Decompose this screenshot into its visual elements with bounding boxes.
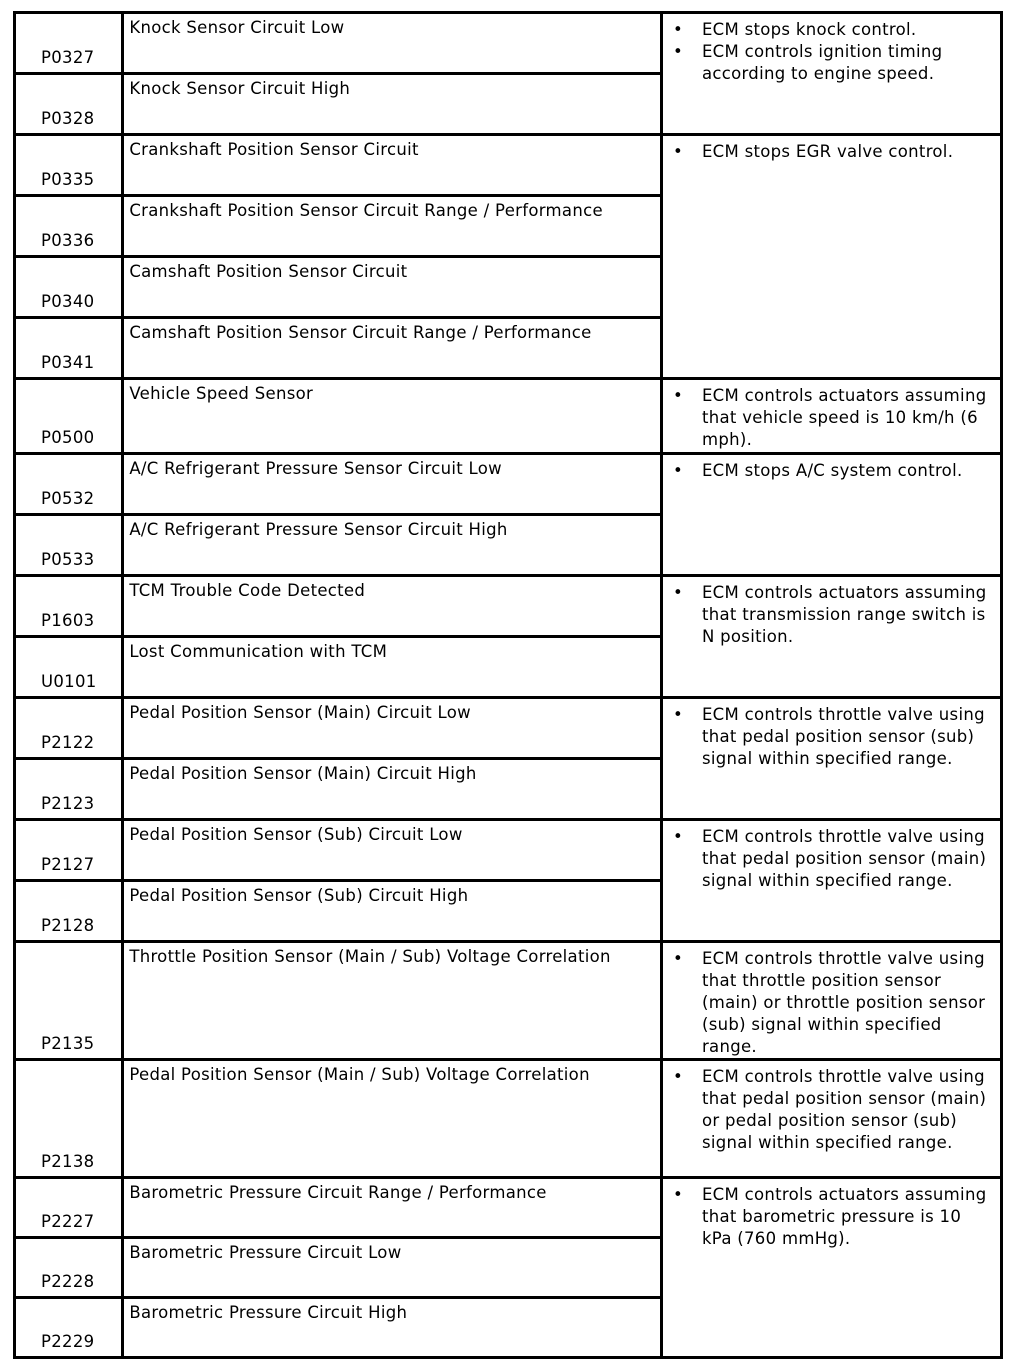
dtc-code: P2128	[41, 916, 95, 935]
fail-safe-cell	[661, 13, 1001, 135]
table-row	[15, 1178, 1002, 1238]
dtc-description: Vehicle Speed Sensor	[129, 384, 314, 403]
table-row	[15, 379, 1002, 454]
fail-safe-list	[663, 943, 1000, 1058]
fail-safe-list	[663, 14, 1000, 85]
dtc-code: P1603	[41, 611, 95, 630]
fail-safe-cell	[661, 576, 1001, 698]
fail-safe-cell	[661, 942, 1001, 1060]
dtc-description-cell	[123, 820, 662, 881]
fail-safe-item: • ECM controls throttle valve using that pedal position sensor (main) or pedal position sensor (sub) signal within specified range.	[673, 1066, 996, 1154]
dtc-code: U0101	[41, 672, 97, 691]
dtc-description: Pedal Position Sensor (Main / Sub) Voltage Correlation	[129, 1065, 590, 1084]
dtc-code-cell	[15, 942, 123, 1060]
dtc-code-cell	[15, 515, 123, 576]
fail-safe-cell	[661, 820, 1001, 942]
dtc-description: Camshaft Position Sensor Circuit Range / Performance	[129, 323, 592, 342]
dtc-code-cell	[15, 820, 123, 881]
dtc-code-cell	[15, 257, 123, 318]
fail-safe-list	[663, 380, 1000, 451]
dtc-code-cell	[15, 454, 123, 515]
table-row	[15, 820, 1002, 881]
dtc-code: P0328	[41, 109, 95, 128]
fail-safe-cell	[661, 135, 1001, 379]
dtc-table-body	[15, 13, 1002, 1358]
dtc-code: P0533	[41, 550, 95, 569]
fail-safe-list	[663, 455, 1000, 482]
dtc-description-cell	[123, 318, 662, 379]
dtc-code: P2138	[41, 1152, 95, 1171]
dtc-description: Knock Sensor Circuit Low	[129, 18, 345, 37]
dtc-code-cell	[15, 135, 123, 196]
dtc-description-cell	[123, 576, 662, 637]
fail-safe-item: • ECM controls throttle valve using that pedal position sensor (main) signal within specified range.	[673, 826, 996, 892]
dtc-code: P2135	[41, 1034, 95, 1053]
fail-safe-item: • ECM controls actuators assuming that barometric pressure is 10 kPa (760 mmHg).	[673, 1184, 996, 1250]
dtc-description-cell	[123, 1178, 662, 1238]
fail-safe-cell	[661, 698, 1001, 820]
dtc-code: P2229	[41, 1332, 95, 1351]
dtc-code-cell	[15, 698, 123, 759]
dtc-description-cell	[123, 379, 662, 454]
table-row	[15, 13, 1002, 74]
fail-safe-item: • ECM controls throttle valve using that throttle position sensor (main) or throttle position sensor (sub) signal within specified range.	[673, 948, 996, 1058]
dtc-code: P0327	[41, 48, 95, 67]
fail-safe-list	[663, 1061, 1000, 1154]
dtc-code-cell	[15, 881, 123, 942]
dtc-description-cell	[123, 135, 662, 196]
table-row	[15, 576, 1002, 637]
dtc-description-cell	[123, 1060, 662, 1178]
dtc-description-cell	[123, 881, 662, 942]
dtc-code: P0500	[41, 428, 95, 447]
dtc-description-cell	[123, 759, 662, 820]
dtc-description: Pedal Position Sensor (Sub) Circuit Low	[129, 825, 463, 844]
fail-safe-item: • ECM stops EGR valve control.	[673, 141, 996, 163]
dtc-code-cell	[15, 637, 123, 698]
table-row	[15, 135, 1002, 196]
dtc-description: Pedal Position Sensor (Main) Circuit Low	[129, 703, 471, 722]
dtc-description: Lost Communication with TCM	[129, 642, 388, 661]
dtc-code: P0532	[41, 489, 95, 508]
dtc-description-cell	[123, 515, 662, 576]
dtc-description: Barometric Pressure Circuit Range / Performance	[129, 1183, 547, 1202]
dtc-code-cell	[15, 379, 123, 454]
dtc-description: A/C Refrigerant Pressure Sensor Circuit High	[129, 520, 508, 539]
dtc-code: P2122	[41, 733, 95, 752]
dtc-code-cell	[15, 759, 123, 820]
fail-safe-cell	[661, 1178, 1001, 1358]
fail-safe-item: • ECM stops knock control.	[673, 19, 996, 41]
fail-safe-cell	[661, 454, 1001, 576]
fail-safe-list	[663, 136, 1000, 163]
dtc-fail-safe-table	[13, 11, 1003, 1359]
dtc-code: P2127	[41, 855, 95, 874]
dtc-code-cell	[15, 576, 123, 637]
dtc-code-cell	[15, 13, 123, 74]
dtc-description: A/C Refrigerant Pressure Sensor Circuit Low	[129, 459, 502, 478]
dtc-description: Pedal Position Sensor (Main) Circuit High	[129, 764, 477, 783]
dtc-description-cell	[123, 454, 662, 515]
dtc-description-cell	[123, 196, 662, 257]
dtc-code: P2123	[41, 794, 95, 813]
dtc-code: P0340	[41, 292, 95, 311]
fail-safe-item: • ECM controls ignition timing according to engine speed.	[673, 41, 996, 85]
dtc-code-cell	[15, 318, 123, 379]
fail-safe-list	[663, 699, 1000, 770]
table-row	[15, 942, 1002, 1060]
dtc-code: P2228	[41, 1272, 95, 1291]
fail-safe-list	[663, 1179, 1000, 1250]
dtc-description-cell	[123, 637, 662, 698]
dtc-code: P0335	[41, 170, 95, 189]
dtc-code-cell	[15, 74, 123, 135]
dtc-code-cell	[15, 1060, 123, 1178]
dtc-description: TCM Trouble Code Detected	[129, 581, 366, 600]
dtc-code-cell	[15, 196, 123, 257]
dtc-code: P0341	[41, 353, 95, 372]
dtc-description: Pedal Position Sensor (Sub) Circuit High	[129, 886, 469, 905]
dtc-description-cell	[123, 257, 662, 318]
dtc-description: Camshaft Position Sensor Circuit	[129, 262, 408, 281]
table-row	[15, 1060, 1002, 1178]
dtc-description: Throttle Position Sensor (Main / Sub) Voltage Correlation	[129, 947, 611, 966]
dtc-code-cell	[15, 1238, 123, 1298]
fail-safe-cell	[661, 379, 1001, 454]
dtc-description: Crankshaft Position Sensor Circuit Range / Performance	[129, 201, 603, 220]
dtc-description-cell	[123, 1298, 662, 1358]
fail-safe-list	[663, 821, 1000, 892]
fail-safe-cell	[661, 1060, 1001, 1178]
fail-safe-list	[663, 577, 1000, 648]
dtc-description: Barometric Pressure Circuit Low	[129, 1243, 402, 1262]
dtc-description-cell	[123, 1238, 662, 1298]
dtc-description: Knock Sensor Circuit High	[129, 79, 351, 98]
dtc-description-cell	[123, 698, 662, 759]
table-row	[15, 454, 1002, 515]
dtc-description-cell	[123, 74, 662, 135]
dtc-code-cell	[15, 1298, 123, 1358]
dtc-description: Barometric Pressure Circuit High	[129, 1303, 408, 1322]
dtc-code-cell	[15, 1178, 123, 1238]
fail-safe-item: • ECM controls throttle valve using that pedal position sensor (sub) signal within specified range.	[673, 704, 996, 770]
dtc-description: Crankshaft Position Sensor Circuit	[129, 140, 419, 159]
dtc-description-cell	[123, 13, 662, 74]
dtc-code: P2227	[41, 1212, 95, 1231]
fail-safe-item: • ECM controls actuators assuming that transmission range switch is N position.	[673, 582, 996, 648]
dtc-code: P0336	[41, 231, 95, 250]
dtc-description-cell	[123, 942, 662, 1060]
fail-safe-item: • ECM stops A/C system control.	[673, 460, 996, 482]
table-row	[15, 698, 1002, 759]
fail-safe-item: • ECM controls actuators assuming that vehicle speed is 10 km/h (6 mph).	[673, 385, 996, 451]
